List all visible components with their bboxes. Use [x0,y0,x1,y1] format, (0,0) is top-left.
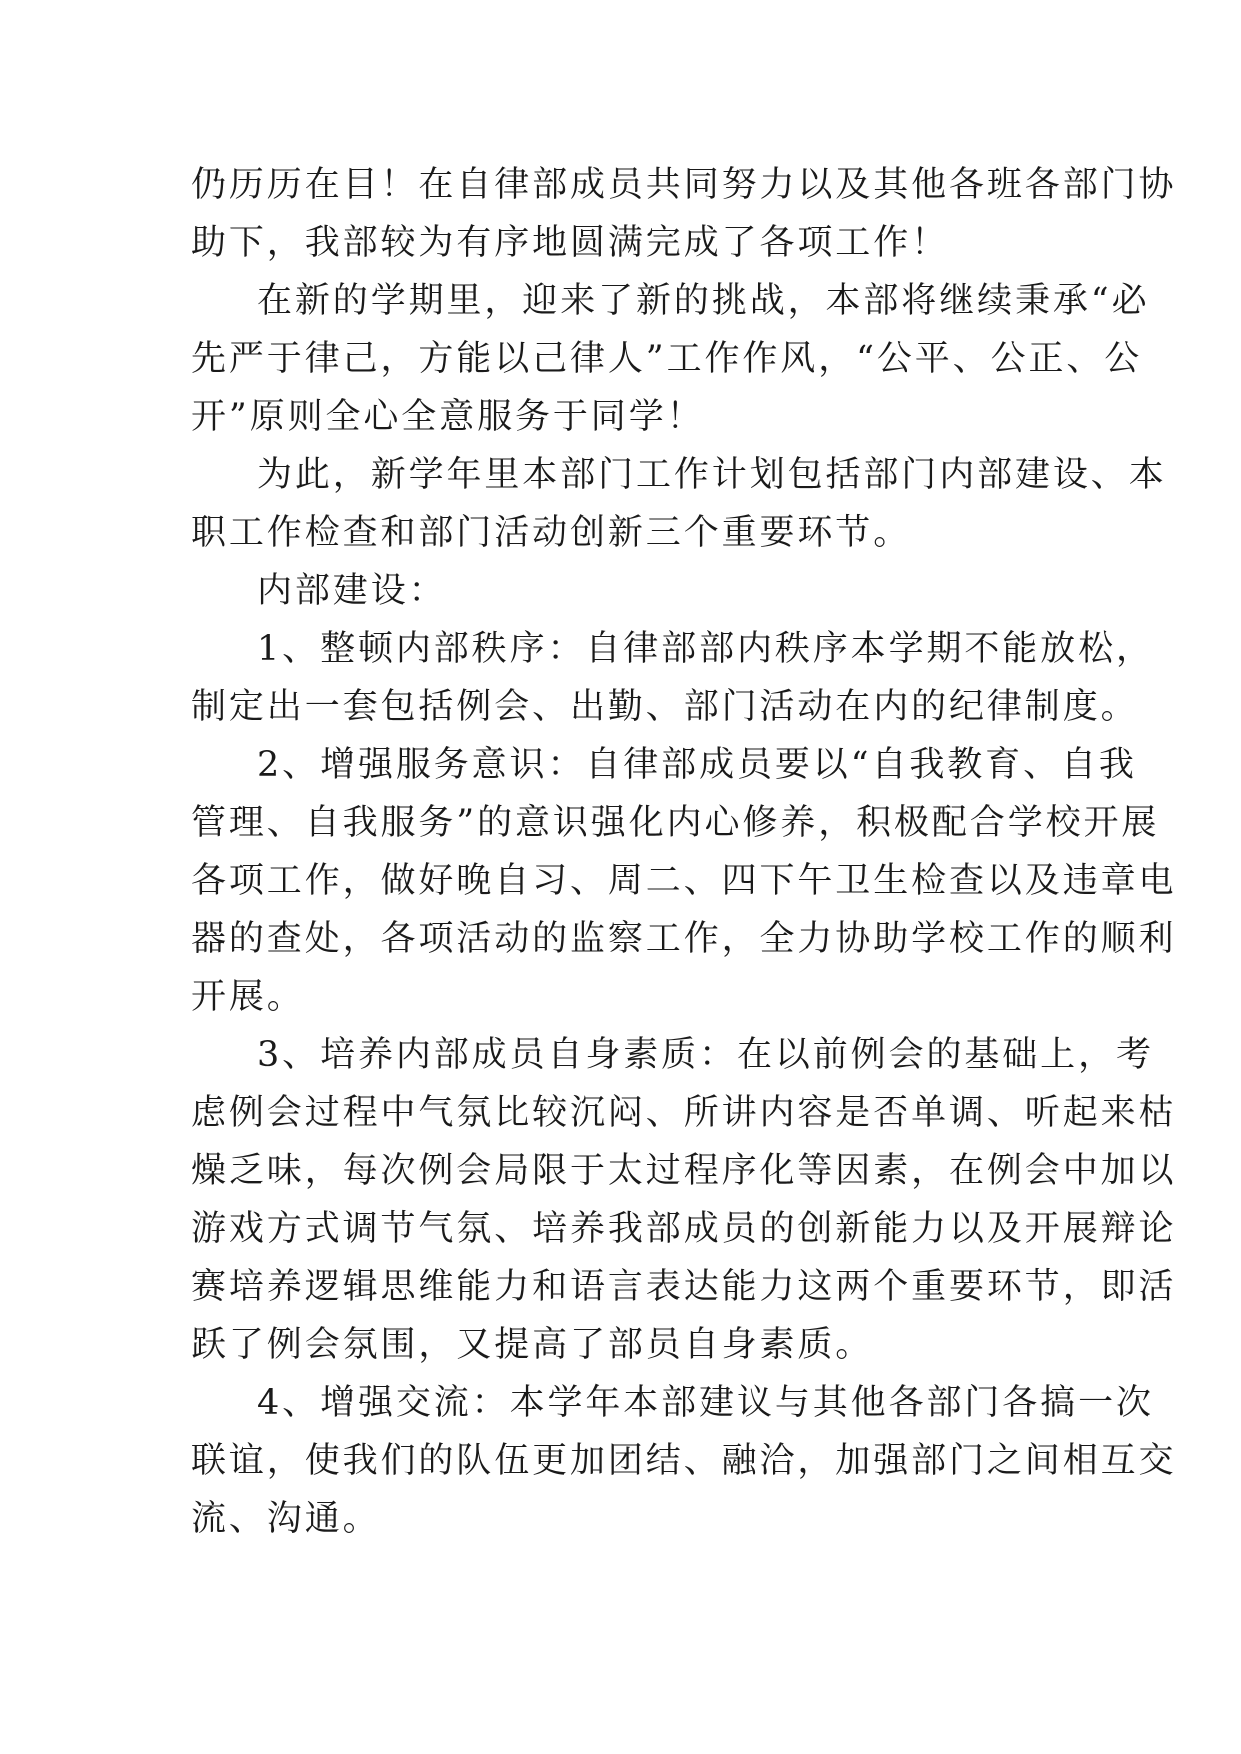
text-line: 流、沟通。 [191,1499,381,1539]
paragraph-start-line: 1、整顿内部秩序：自律部部内秩序本学期不能放松， [257,629,1154,669]
text-line: 管理、自我服务”的意识强化内心修养，积极配合学校开展 [191,803,1160,843]
paragraph-start-line: 在新的学期里，迎来了新的挑战，本部将继续秉承“必 [257,281,1150,321]
text-line: 先严于律己，方能以己律人”工作作风，“公平、公正、公 [191,339,1143,379]
text-line: 游戏方式调节气氛、培养我部成员的创新能力以及开展辩论 [191,1209,1177,1249]
text-line: 开”原则全心全意服务于同学！ [191,397,705,437]
text-line: 助下，我部较为有序地圆满完成了各项工作！ [191,223,950,263]
paragraph-start-line: 为此，新学年里本部门工作计划包括部门内部建设、本 [257,455,1167,495]
text-line: 燥乏味，每次例会局限于太过程序化等因素，在例会中加以 [191,1151,1177,1191]
section-heading: 内部建设： [257,571,447,611]
paragraph-start-line: 2、增强服务意识：自律部成员要以“自我教育、自我 [257,745,1137,785]
text-line: 开展。 [191,977,305,1017]
text-line: 赛培养逻辑思维能力和语言表达能力这两个重要环节，即活 [191,1267,1177,1307]
text-line: 各项工作，做好晚自习、周二、四下午卫生检查以及违章电 [191,861,1177,901]
text-line: 制定出一套包括例会、出勤、部门活动在内的纪律制度。 [191,687,1139,727]
text-line: 器的查处，各项活动的监察工作，全力协助学校工作的顺利 [191,919,1177,959]
text-line: 虑例会过程中气氛比较沉闷、所讲内容是否单调、听起来枯 [191,1093,1177,1133]
paragraph-start-line: 4、增强交流：本学年本部建议与其他各部门各搞一次 [257,1383,1154,1423]
paragraph-start-line: 3、培养内部成员自身素质：在以前例会的基础上，考 [257,1035,1154,1075]
text-line: 职工作检查和部门活动创新三个重要环节。 [191,513,912,553]
text-line: 仍历历在目！在自律部成员共同努力以及其他各班各部门协 [191,165,1177,205]
text-line: 跃了例会氛围，又提高了部员自身素质。 [191,1325,874,1365]
document-body [191,156,1177,1548]
text-line: 联谊，使我们的队伍更加团结、融洽，加强部门之间相互交 [191,1441,1177,1481]
